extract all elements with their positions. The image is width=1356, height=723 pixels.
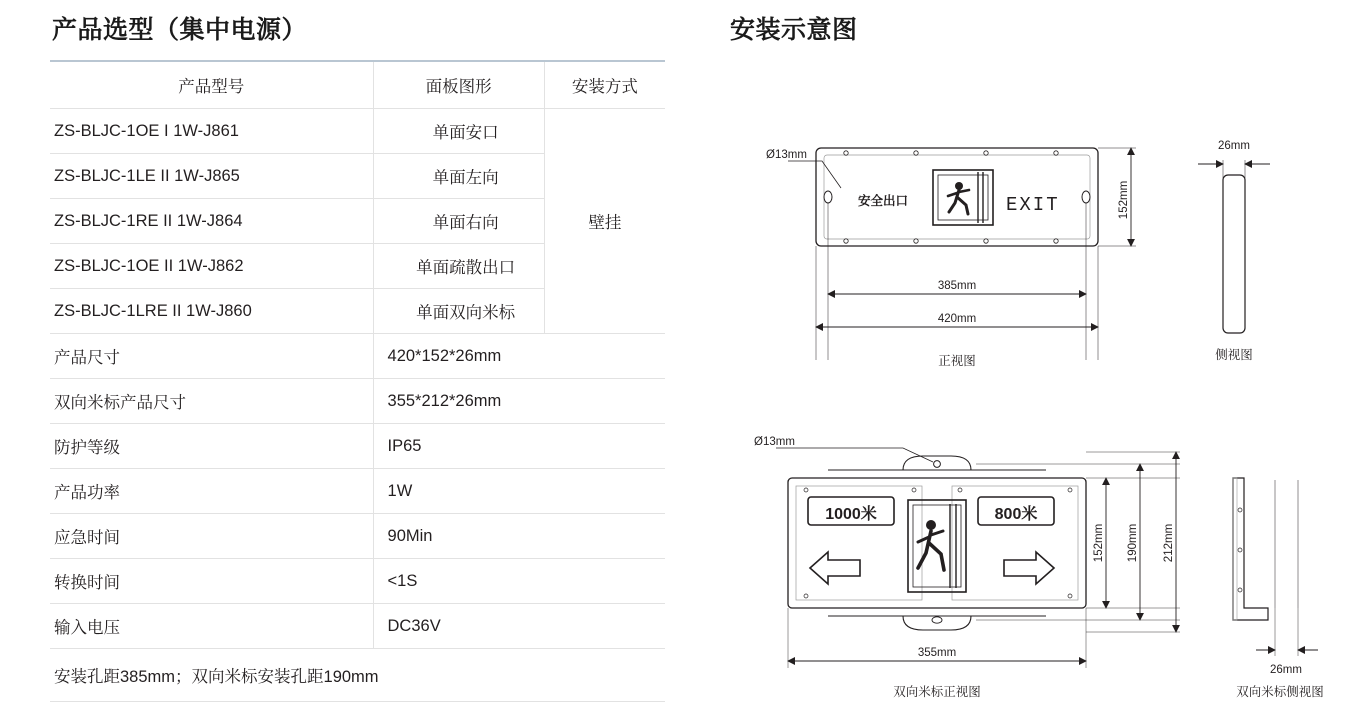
spec-label: 转换时间 (50, 559, 373, 604)
spec-value: <1S (373, 559, 665, 604)
panel-cell: 单面左向 (373, 154, 544, 199)
product-spec-table (50, 60, 665, 702)
header-panel: 面板图形 (373, 61, 544, 109)
product-selection-title: 产品选型（集中电源） (52, 16, 308, 44)
table-row (50, 514, 665, 559)
installation-diagram-panel (728, 10, 1328, 700)
front-height-label: 152mm (1118, 180, 1130, 220)
front-view-drawing (766, 148, 1136, 368)
table-footer-note-row (50, 649, 665, 702)
installation-note: 安装孔距385mm；双向米标安装孔距190mm (50, 649, 665, 702)
front-view-caption: 正视图 (938, 354, 976, 368)
spec-label: 双向米标产品尺寸 (50, 379, 373, 424)
bidir-height-152: 152mm (1093, 523, 1105, 563)
side-view-drawing (1198, 140, 1270, 362)
side-thickness-label: 26mm (1218, 140, 1250, 152)
panel-cell: 单面双向米标 (373, 289, 544, 334)
table-row (50, 109, 665, 154)
model-cell: ZS-BLJC-1LRE II 1W-J860 (50, 289, 373, 334)
bidir-right-marker: 800米 (994, 506, 1038, 523)
spec-label: 防护等级 (50, 424, 373, 469)
table-row (50, 559, 665, 604)
bidir-width-label: 355mm (917, 647, 957, 659)
model-cell: ZS-BLJC-1RE II 1W-J864 (50, 199, 373, 244)
spec-label: 产品功率 (50, 469, 373, 514)
model-cell: ZS-BLJC-1OE I 1W-J861 (50, 109, 373, 154)
table-row (50, 334, 665, 379)
spec-value: 90Min (373, 514, 665, 559)
panel-cell: 单面安口 (373, 109, 544, 154)
spec-value: 355*212*26mm (373, 379, 665, 424)
spec-label: 应急时间 (50, 514, 373, 559)
front-width-label: 420mm (937, 313, 977, 325)
bidir-front-caption: 双向米标正视图 (893, 685, 981, 699)
table-row (50, 469, 665, 514)
panel-cell: 单面右向 (373, 199, 544, 244)
bidir-height-212: 212mm (1163, 523, 1175, 563)
table-row (50, 424, 665, 469)
header-model: 产品型号 (50, 61, 373, 109)
front-hole-label: Ø13mm (766, 149, 807, 161)
panel-cell: 单面疏散出口 (373, 244, 544, 289)
model-cell: ZS-BLJC-1OE II 1W-J862 (50, 244, 373, 289)
table-header-row (50, 61, 665, 109)
spec-value: 420*152*26mm (373, 334, 665, 379)
front-hole-spacing-label: 385mm (937, 280, 977, 292)
spec-label: 产品尺寸 (50, 334, 373, 379)
side-view-caption: 侧视图 (1215, 348, 1253, 362)
spec-label: 输入电压 (50, 604, 373, 649)
front-sign-text-en: EXIT (1006, 194, 1060, 216)
diagram-area (728, 60, 1328, 700)
front-sign-text-cn: 安全出口 (858, 194, 909, 208)
bidir-height-190: 190mm (1127, 523, 1139, 563)
model-cell: ZS-BLJC-1LE II 1W-J865 (50, 154, 373, 199)
header-mount: 安装方式 (544, 61, 665, 109)
table-row (50, 379, 665, 424)
product-selection-panel (50, 10, 670, 702)
mount-cell: 壁挂 (544, 109, 665, 334)
bidir-left-marker: 1000米 (825, 506, 877, 523)
spec-value: IP65 (373, 424, 665, 469)
spec-value: DC36V (373, 604, 665, 649)
bidir-side-caption: 双向米标侧视图 (1236, 685, 1324, 699)
table-row (50, 604, 665, 649)
spec-value: 1W (373, 469, 665, 514)
bidirectional-side-view-drawing (1233, 478, 1324, 699)
bidir-side-thickness-label: 26mm (1270, 664, 1302, 676)
bidir-hole-label: Ø13mm (754, 436, 795, 448)
bidirectional-front-view-drawing (754, 436, 1180, 699)
installation-diagram-title: 安装示意图 (730, 16, 858, 44)
